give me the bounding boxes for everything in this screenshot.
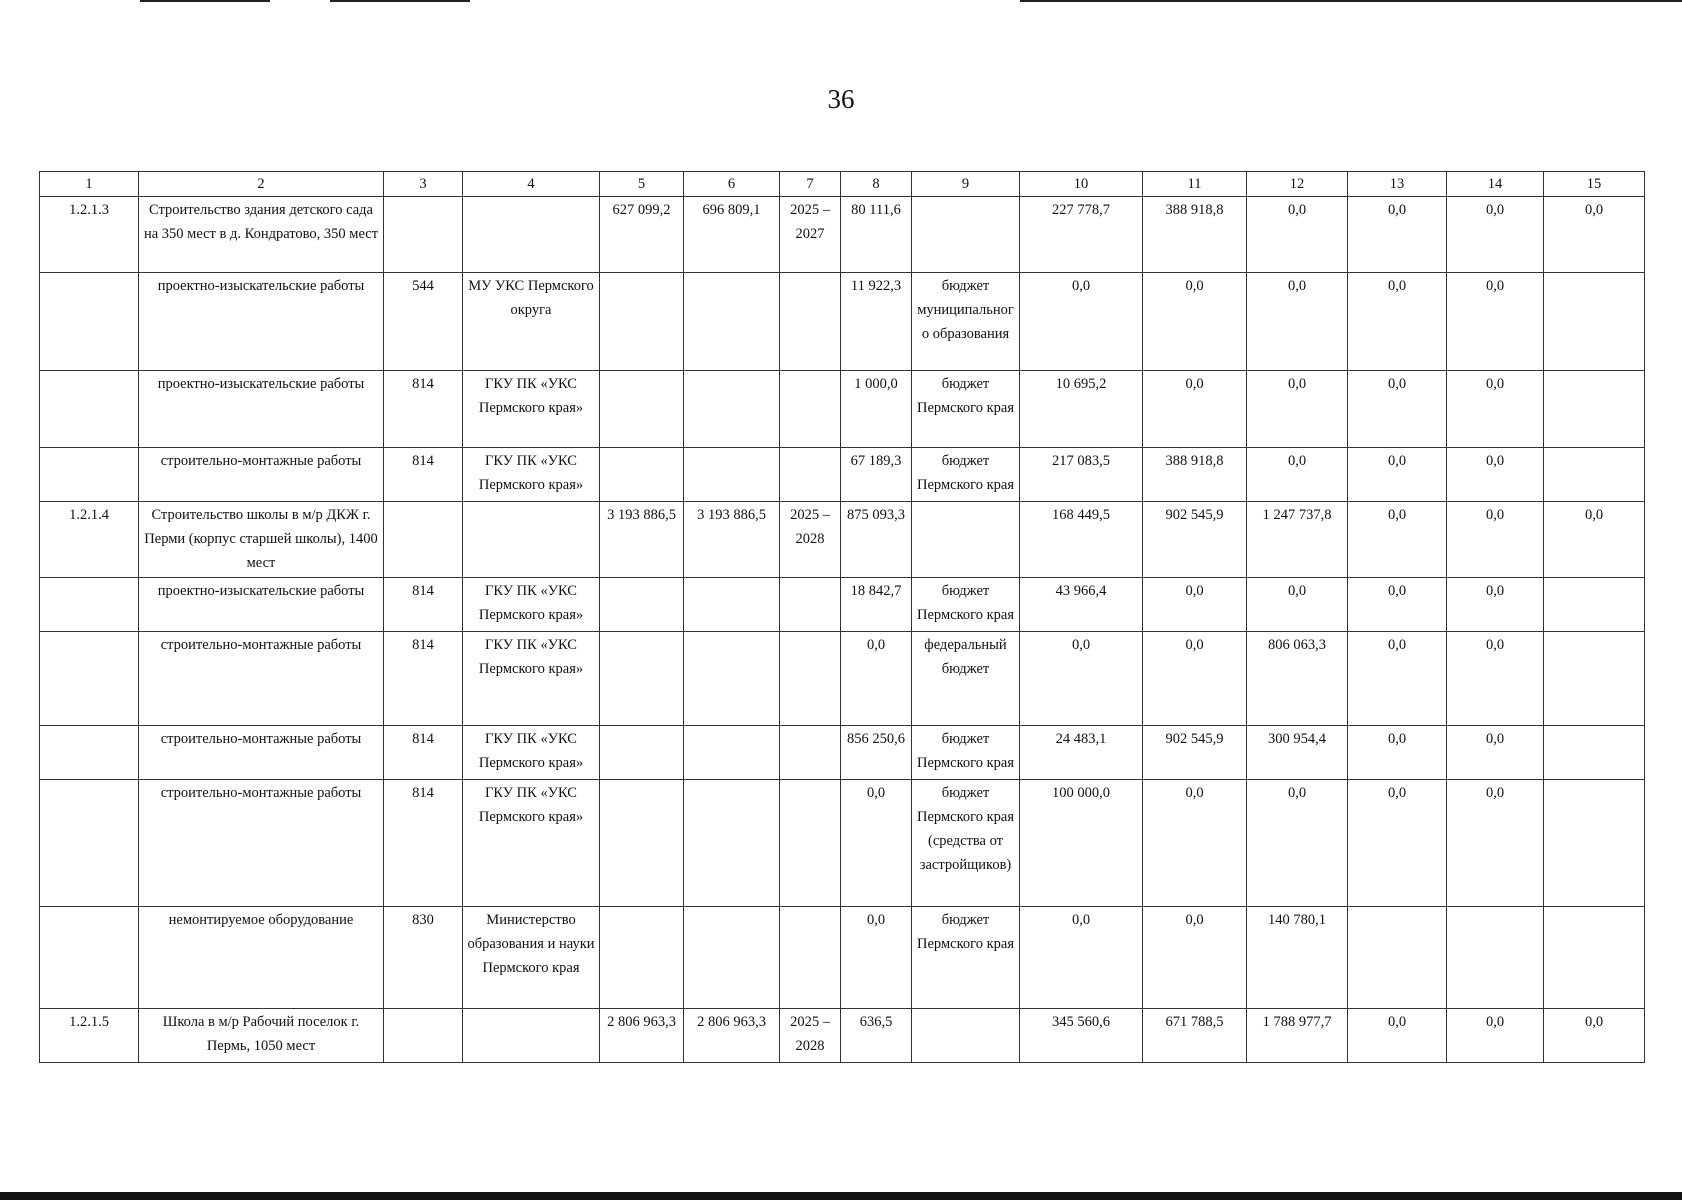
year-3-cell: 0,0	[1247, 780, 1348, 907]
period-cell	[780, 273, 841, 371]
year-1-cell: 10 695,2	[1020, 371, 1143, 448]
period-cell	[780, 371, 841, 448]
customer-cell: ГКУ ПК «УКС Пермского края»	[463, 578, 600, 632]
year-1-cell: 0,0	[1020, 632, 1143, 726]
total-cost-cell	[684, 907, 780, 1009]
column-header: 11	[1143, 172, 1247, 197]
top-rule-mid	[330, 0, 470, 2]
total-cost-cell: 2 806 963,3	[684, 1009, 780, 1063]
funded-cell: 18 842,7	[841, 578, 912, 632]
estimated-cost-cell	[600, 632, 684, 726]
customer-cell: Министерство образования и науки Пермского края	[463, 907, 600, 1009]
year-6-cell	[1544, 726, 1645, 780]
year-2-cell: 388 918,8	[1143, 448, 1247, 502]
table-row	[40, 578, 1645, 632]
year-2-cell: 0,0	[1143, 780, 1247, 907]
year-6-cell	[1544, 448, 1645, 502]
estimated-cost-cell	[600, 448, 684, 502]
year-5-cell: 0,0	[1447, 632, 1544, 726]
column-header: 2	[139, 172, 384, 197]
item-number-cell	[40, 726, 139, 780]
year-2-cell: 0,0	[1143, 273, 1247, 371]
object-name-cell: строительно-монтажные работы	[139, 780, 384, 907]
year-1-cell: 217 083,5	[1020, 448, 1143, 502]
funded-cell: 11 922,3	[841, 273, 912, 371]
total-cost-cell	[684, 448, 780, 502]
year-4-cell: 0,0	[1348, 578, 1447, 632]
item-number-cell	[40, 273, 139, 371]
object-name-cell: немонтируемое оборудование	[139, 907, 384, 1009]
period-cell: 2025 – 2027	[780, 197, 841, 273]
year-3-cell: 0,0	[1247, 197, 1348, 273]
year-6-cell	[1544, 578, 1645, 632]
year-3-cell: 1 247 737,8	[1247, 502, 1348, 578]
item-number-cell	[40, 780, 139, 907]
estimated-cost-cell	[600, 578, 684, 632]
estimated-cost-cell: 3 193 886,5	[600, 502, 684, 578]
funded-cell: 0,0	[841, 632, 912, 726]
column-header: 1	[40, 172, 139, 197]
year-1-cell: 345 560,6	[1020, 1009, 1143, 1063]
column-header: 8	[841, 172, 912, 197]
bottom-scan-edge	[0, 1192, 1682, 1200]
table-row	[40, 780, 1645, 907]
year-6-cell	[1544, 371, 1645, 448]
year-5-cell: 0,0	[1447, 1009, 1544, 1063]
total-cost-cell	[684, 273, 780, 371]
period-cell	[780, 632, 841, 726]
year-5-cell: 0,0	[1447, 371, 1544, 448]
object-name-cell: проектно-изыскательские работы	[139, 578, 384, 632]
estimated-cost-cell	[600, 726, 684, 780]
year-6-cell: 0,0	[1544, 1009, 1645, 1063]
funded-cell: 67 189,3	[841, 448, 912, 502]
customer-cell: ГКУ ПК «УКС Пермского края»	[463, 371, 600, 448]
customer-cell	[463, 502, 600, 578]
table-row	[40, 726, 1645, 780]
code-cell: 814	[384, 726, 463, 780]
year-2-cell: 0,0	[1143, 632, 1247, 726]
column-header: 14	[1447, 172, 1544, 197]
table-row	[40, 1009, 1645, 1063]
year-2-cell: 0,0	[1143, 371, 1247, 448]
object-name-cell: строительно-монтажные работы	[139, 632, 384, 726]
year-6-cell: 0,0	[1544, 502, 1645, 578]
year-4-cell: 0,0	[1348, 448, 1447, 502]
column-header: 12	[1247, 172, 1348, 197]
period-cell: 2025 – 2028	[780, 502, 841, 578]
period-cell	[780, 907, 841, 1009]
table-row	[40, 502, 1645, 578]
year-1-cell: 100 000,0	[1020, 780, 1143, 907]
source-cell: бюджет Пермского края	[912, 448, 1020, 502]
code-cell: 830	[384, 907, 463, 1009]
estimated-cost-cell	[600, 780, 684, 907]
object-name-cell: Строительство здания детского сада на 350 мест в д. Кондратово, 350 мест	[139, 197, 384, 273]
code-cell	[384, 502, 463, 578]
year-4-cell: 0,0	[1348, 726, 1447, 780]
total-cost-cell	[684, 578, 780, 632]
year-6-cell: 0,0	[1544, 197, 1645, 273]
period-cell	[780, 726, 841, 780]
year-3-cell: 0,0	[1247, 448, 1348, 502]
table-body	[40, 172, 1645, 1063]
estimated-cost-cell: 2 806 963,3	[600, 1009, 684, 1063]
year-5-cell	[1447, 907, 1544, 1009]
item-number-cell: 1.2.1.3	[40, 197, 139, 273]
customer-cell: ГКУ ПК «УКС Пермского края»	[463, 448, 600, 502]
source-cell: бюджет Пермского края (средства от застройщиков)	[912, 780, 1020, 907]
year-1-cell: 0,0	[1020, 907, 1143, 1009]
year-3-cell: 0,0	[1247, 578, 1348, 632]
estimated-cost-cell	[600, 371, 684, 448]
top-rule-right	[1020, 0, 1682, 2]
funded-cell: 0,0	[841, 780, 912, 907]
year-5-cell: 0,0	[1447, 502, 1544, 578]
source-cell: бюджет Пермского края	[912, 371, 1020, 448]
item-number-cell	[40, 632, 139, 726]
table-row	[40, 632, 1645, 726]
year-6-cell	[1544, 907, 1645, 1009]
year-3-cell: 300 954,4	[1247, 726, 1348, 780]
page-number: 36	[827, 84, 855, 114]
table-row	[40, 197, 1645, 273]
item-number-cell	[40, 907, 139, 1009]
code-cell: 814	[384, 780, 463, 907]
budget-table	[39, 171, 1645, 1063]
source-cell	[912, 502, 1020, 578]
year-5-cell: 0,0	[1447, 273, 1544, 371]
source-cell	[912, 197, 1020, 273]
column-header: 5	[600, 172, 684, 197]
total-cost-cell	[684, 632, 780, 726]
period-cell: 2025 – 2028	[780, 1009, 841, 1063]
funded-cell: 1 000,0	[841, 371, 912, 448]
year-3-cell: 1 788 977,7	[1247, 1009, 1348, 1063]
year-4-cell	[1348, 907, 1447, 1009]
column-header: 15	[1544, 172, 1645, 197]
year-5-cell: 0,0	[1447, 448, 1544, 502]
total-cost-cell	[684, 371, 780, 448]
code-cell: 814	[384, 448, 463, 502]
funded-cell: 636,5	[841, 1009, 912, 1063]
year-1-cell: 24 483,1	[1020, 726, 1143, 780]
item-number-cell: 1.2.1.5	[40, 1009, 139, 1063]
source-cell	[912, 1009, 1020, 1063]
object-name-cell: Строительство школы в м/р ДКЖ г. Перми (корпус старшей школы), 1400 мест	[139, 502, 384, 578]
period-cell	[780, 780, 841, 907]
object-name-cell: Школа в м/р Рабочий поселок г. Пермь, 1050 мест	[139, 1009, 384, 1063]
year-3-cell: 0,0	[1247, 273, 1348, 371]
customer-cell: ГКУ ПК «УКС Пермского края»	[463, 780, 600, 907]
column-header: 7	[780, 172, 841, 197]
year-6-cell	[1544, 273, 1645, 371]
year-3-cell: 0,0	[1247, 371, 1348, 448]
year-4-cell: 0,0	[1348, 780, 1447, 907]
table-row	[40, 273, 1645, 371]
year-4-cell: 0,0	[1348, 197, 1447, 273]
item-number-cell	[40, 578, 139, 632]
year-5-cell: 0,0	[1447, 726, 1544, 780]
year-4-cell: 0,0	[1348, 273, 1447, 371]
item-number-cell: 1.2.1.4	[40, 502, 139, 578]
total-cost-cell: 3 193 886,5	[684, 502, 780, 578]
object-name-cell: строительно-монтажные работы	[139, 726, 384, 780]
item-number-cell	[40, 371, 139, 448]
year-2-cell: 902 545,9	[1143, 726, 1247, 780]
year-3-cell: 140 780,1	[1247, 907, 1348, 1009]
year-4-cell: 0,0	[1348, 1009, 1447, 1063]
funded-cell: 80 111,6	[841, 197, 912, 273]
year-6-cell	[1544, 780, 1645, 907]
year-1-cell: 227 778,7	[1020, 197, 1143, 273]
estimated-cost-cell	[600, 907, 684, 1009]
column-header: 13	[1348, 172, 1447, 197]
year-4-cell: 0,0	[1348, 502, 1447, 578]
column-header: 9	[912, 172, 1020, 197]
code-cell: 814	[384, 578, 463, 632]
top-rule-left	[140, 0, 270, 2]
column-number-row	[40, 172, 1645, 197]
total-cost-cell	[684, 726, 780, 780]
year-2-cell: 0,0	[1143, 907, 1247, 1009]
funded-cell: 0,0	[841, 907, 912, 1009]
year-2-cell: 388 918,8	[1143, 197, 1247, 273]
estimated-cost-cell	[600, 273, 684, 371]
column-header: 3	[384, 172, 463, 197]
period-cell	[780, 448, 841, 502]
year-5-cell: 0,0	[1447, 578, 1544, 632]
item-number-cell	[40, 448, 139, 502]
source-cell: бюджет Пермского края	[912, 578, 1020, 632]
column-header: 6	[684, 172, 780, 197]
column-header: 4	[463, 172, 600, 197]
period-cell	[780, 578, 841, 632]
code-cell	[384, 1009, 463, 1063]
object-name-cell: проектно-изыскательские работы	[139, 273, 384, 371]
year-1-cell: 43 966,4	[1020, 578, 1143, 632]
estimated-cost-cell: 627 099,2	[600, 197, 684, 273]
object-name-cell: проектно-изыскательские работы	[139, 371, 384, 448]
year-4-cell: 0,0	[1348, 371, 1447, 448]
table-row	[40, 371, 1645, 448]
year-5-cell: 0,0	[1447, 780, 1544, 907]
year-2-cell: 671 788,5	[1143, 1009, 1247, 1063]
source-cell: бюджет Пермского края	[912, 907, 1020, 1009]
customer-cell: ГКУ ПК «УКС Пермского края»	[463, 632, 600, 726]
code-cell: 544	[384, 273, 463, 371]
year-3-cell: 806 063,3	[1247, 632, 1348, 726]
total-cost-cell	[684, 780, 780, 907]
table-row	[40, 907, 1645, 1009]
table-row	[40, 448, 1645, 502]
source-cell: бюджет Пермского края	[912, 726, 1020, 780]
year-5-cell: 0,0	[1447, 197, 1544, 273]
column-header: 10	[1020, 172, 1143, 197]
funded-cell: 875 093,3	[841, 502, 912, 578]
code-cell	[384, 197, 463, 273]
source-cell: бюджет муниципального образования	[912, 273, 1020, 371]
year-1-cell: 168 449,5	[1020, 502, 1143, 578]
year-4-cell: 0,0	[1348, 632, 1447, 726]
customer-cell: ГКУ ПК «УКС Пермского края»	[463, 726, 600, 780]
customer-cell	[463, 197, 600, 273]
customer-cell	[463, 1009, 600, 1063]
total-cost-cell: 696 809,1	[684, 197, 780, 273]
year-1-cell: 0,0	[1020, 273, 1143, 371]
code-cell: 814	[384, 632, 463, 726]
object-name-cell: строительно-монтажные работы	[139, 448, 384, 502]
code-cell: 814	[384, 371, 463, 448]
funded-cell: 856 250,6	[841, 726, 912, 780]
year-6-cell	[1544, 632, 1645, 726]
year-2-cell: 902 545,9	[1143, 502, 1247, 578]
year-2-cell: 0,0	[1143, 578, 1247, 632]
source-cell: федеральный бюджет	[912, 632, 1020, 726]
customer-cell: МУ УКС Пермского округа	[463, 273, 600, 371]
